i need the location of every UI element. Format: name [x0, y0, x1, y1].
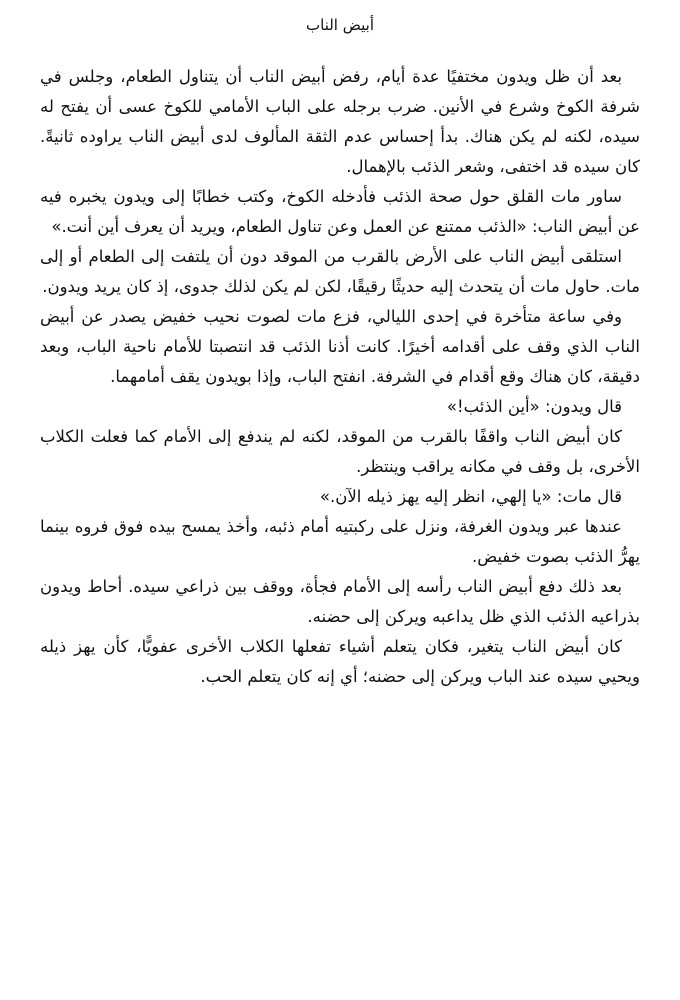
paragraph: بعد ذلك دفع أبيض الناب رأسه إلى الأمام فجأة، ووقف بين ذراعي سيده. أحاط ويدون بذراعيه الذئب الذي ظل يداعبه ويركن إلى حضنه.: [40, 577, 640, 626]
paragraph: قال ويدون: «أين الذئب!»: [446, 397, 622, 416]
story-text: [40, 62, 640, 692]
paragraph: كان أبيض الناب واقفًا بالقرب من الموقد، لكنه لم يندفع إلى الأمام كما فعلت الكلاب الأخرى، بل وقف في مكانه يراقب وينتظر.: [40, 427, 640, 476]
paragraph: بعد أن ظل ويدون مختفيًا عدة أيام، رفض أبيض الناب أن يتناول الطعام، وجلس في شرفة الكوخ وشرع في الأنين. ضرب برجله على الباب الأمامي للكوخ عسى أن يفتح له سيده، لكنه لم يكن هناك. بدأ إحساس عدم الثقة المألوف لدى أبيض الناب يراوده ثانيةً. كان سيده قد اختفى، وشعر الذئب بالإهمال.: [40, 67, 640, 176]
paragraph: استلقى أبيض الناب على الأرض بالقرب من الموقد دون أن يلتفت إلى الطعام أو إلى مات. حاول مات أن يتحدث إليه حديثًا رقيقًا، لكن لم يكن لذلك جدوى، إذ كان يريد ويدون.: [40, 247, 640, 296]
running-header: أبيض الناب: [306, 16, 374, 34]
paragraph: كان أبيض الناب يتغير، فكان يتعلم أشياء تفعلها الكلاب الأخرى عفويًّا، كأن يهز ذيله ويحيي سيده عند الباب ويركن إلى حضنه؛ أي إنه كان يتعلم الحب.: [40, 637, 640, 686]
paragraph: ساور مات القلق حول صحة الذئب فأدخله الكوخ، وكتب خطابًا إلى ويدون يخبره فيه عن أبيض الناب: «الذئب ممتنع عن العمل وعن تناول الطعام، ويريد أن يعرف أين أنت.»: [40, 187, 640, 236]
paragraph: وفي ساعة متأخرة في إحدى الليالي، فزع مات لصوت نحيب خفيض يصدر عن أبيض الناب الذي وقف على أقدامه أخيرًا. كانت أذنا الذئب قد انتصبتا للأمام ناحية الباب، وبعد دقيقة، كان هناك وقع أقدام في الشرفة. انفتح الباب، وإذا بويدون يقف أمامهما.: [40, 307, 640, 386]
paragraph: قال مات: «يا إلهي، انظر إليه يهز ذيله الآن.»: [319, 487, 622, 506]
paragraph: عندها عبر ويدون الغرفة، ونزل على ركبتيه أمام ذئبه، وأخذ يمسح بيده فوق فروه بينما يهرُّ الذئب بصوت خفيض.: [40, 517, 640, 566]
